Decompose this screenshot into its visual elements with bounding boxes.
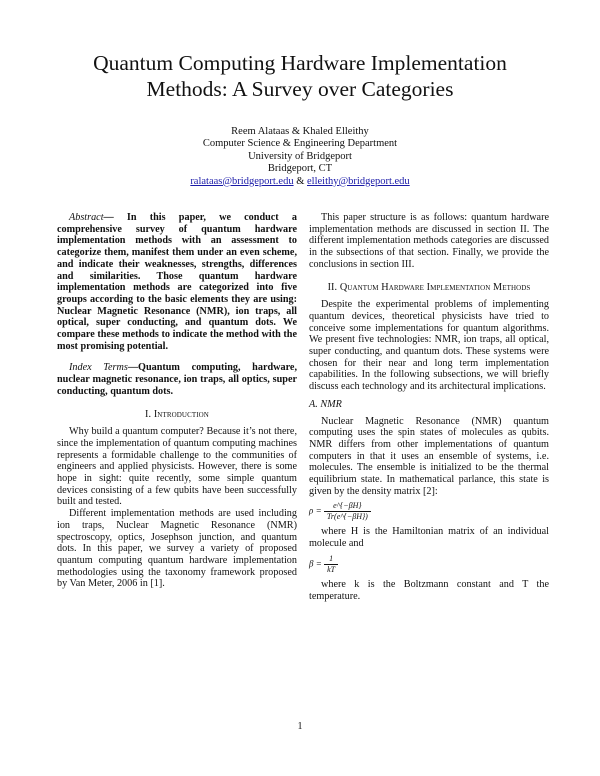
beta-formula xyxy=(309,554,549,575)
email-link-1[interactable]: ralataas@bridgeport.edu xyxy=(190,175,294,187)
email-separator: & xyxy=(293,175,307,187)
title-line-1: Quantum Computing Hardware Implementation xyxy=(93,51,507,75)
structure-paragraph: This paper structure is as follows: quantum hardware implementation methods are discussed in section II. The different implementation methods categories are discussed in the subsections of that section. Finally, we provide the conclusions in section III. xyxy=(309,212,549,270)
paper-title xyxy=(40,50,560,102)
section-heading-hardware: II. Quantum Hardware Implementation Methods xyxy=(327,281,531,293)
title-line-2: Methods: A Survey over Categories xyxy=(146,77,454,101)
formula2-lhs: β = xyxy=(309,558,322,569)
formula1-numerator: e^{−βH} xyxy=(324,501,371,512)
nmr-paragraph-3: where k is the Boltzmann constant and T the temperature. xyxy=(309,578,549,602)
author-location: Bridgeport, CT xyxy=(267,163,333,175)
subsection-heading-nmr: A. NMR xyxy=(309,398,342,410)
formula1-denominator: Tr(e^{−βH}) xyxy=(326,512,368,522)
email-link-2[interactable]: elleithy@bridgeport.edu xyxy=(307,175,410,187)
author-department: Computer Science & Engineering Department xyxy=(202,138,398,150)
author-emails xyxy=(100,176,500,188)
abstract-text: — In this paper, we conduct a comprehensive survey of quantum hardware implementation methods with an assessment to categorize them, manifest them under an even scheme, and indicate their weaknesses, strengths, differences and similarities. Those quantum hardware implementation methods are categorized into five groups according to the basic elements they are using: Nuclear Magnetic Resonance (NMR), ion traps, all optical, super conducting, and quantum dots. We compare these methods to indicate the method with the most promising potential. xyxy=(57,212,297,352)
nmr-paragraph-1: Nuclear Magnetic Resonance (NMR) quantum computing uses the spin states of molecules as qubits. NMR differs from other implementations of quantum computers in that it uses an ensemble of systems, i.e. molecules. The ensemble is initialized to be the thermal equilibrium state. In mathematical parlance, this state is given by the density matrix [2]: xyxy=(309,415,549,497)
intro-paragraph-1: Why build a quantum computer? Because it’s not there, since the implementation of quantum computing machines represents a formidable challenge to the communities of engineers and applied physicists. However, there is some hope in sight: quite recently, some simple quantum devices consisting of a few qubits have been successfully built and tested. xyxy=(57,426,297,508)
index-terms xyxy=(57,362,297,397)
page-number: 1 xyxy=(297,721,303,732)
index-terms-text: —Quantum computing, hardware, nuclear magnetic resonance, ion traps, all optics, super conducting, quantum dots. xyxy=(57,362,297,397)
formula1-fraction xyxy=(324,501,371,522)
intro-paragraph-2: Different implementation methods are used including ion traps, Nuclear Magnetic Resonance (NMR) spectroscopy, optics, Josephson junction, and quantum dots. In this paper, we survey a variety of proposed quantum computing quantum hardware implementation methodologies using the taxonomy framework proposed by Van Meter, 2006 in [1]. xyxy=(57,508,297,590)
abstract-label: Abstract xyxy=(69,212,104,223)
formula2-numerator: 1 xyxy=(324,554,338,565)
formula2-fraction xyxy=(324,554,338,575)
author-university: University of Bridgeport xyxy=(248,150,352,162)
formula1-lhs: ρ = xyxy=(309,506,322,517)
density-matrix-formula xyxy=(309,501,549,522)
author-block xyxy=(100,126,500,188)
nmr-paragraph-2: where H is the Hamiltonian matrix of an individual molecule and xyxy=(309,526,549,550)
left-column xyxy=(57,212,297,590)
index-terms-label: Index Terms xyxy=(69,362,128,374)
right-column xyxy=(309,212,549,602)
abstract xyxy=(57,212,297,352)
section2-paragraph-1: Despite the experimental problems of implementing quantum devices, theoretical physicists have tried to conceive some implementations for quantum algorithms. We present five technologies: NMR, ion traps, all optical, super conducting, and quantum dots. These systems were chosen for their near and long term implementation capabilities. In the following subsections, we will briefly discuss each technology and its architectural implications. xyxy=(309,299,549,393)
section-heading-introduction: I. Introduction xyxy=(145,408,209,420)
author-names: Reem Alataas & Khaled Elleithy xyxy=(231,126,369,137)
formula2-denominator: kT xyxy=(327,564,336,574)
